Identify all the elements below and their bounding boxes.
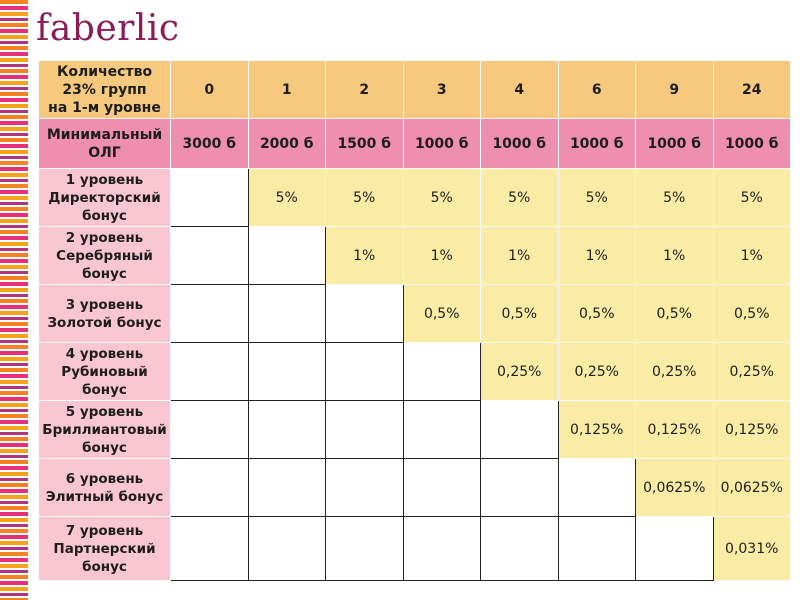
empty-cell	[558, 517, 636, 581]
percent-cell: 5%	[248, 169, 326, 227]
percent-cell: 1%	[481, 227, 559, 285]
percent-cell: 0,125%	[636, 401, 714, 459]
label-line: бонус	[82, 381, 127, 398]
level-label	[39, 401, 171, 459]
empty-cell	[403, 517, 481, 581]
level-label	[39, 343, 171, 401]
label-line: ОЛГ	[88, 144, 121, 161]
bonus-level-row	[39, 459, 791, 517]
percent-cell: 0,031%	[713, 517, 791, 581]
count-cell: 3	[403, 61, 481, 119]
bonus-level-row	[39, 517, 791, 581]
label-line: бонус	[82, 207, 127, 224]
percent-cell: 0,25%	[558, 343, 636, 401]
empty-cell	[403, 343, 481, 401]
percent-cell: 0,0625%	[713, 459, 791, 517]
label-line: 7 уровень	[65, 522, 144, 539]
empty-cell	[171, 401, 249, 459]
label-line: Директорский	[48, 189, 161, 206]
empty-cell	[558, 459, 636, 517]
level-label	[39, 517, 171, 581]
label-line: 5 уровень	[65, 403, 144, 420]
percent-cell: 1%	[558, 227, 636, 285]
empty-cell	[481, 459, 559, 517]
count-cell: 1	[248, 61, 326, 119]
header-label	[39, 61, 171, 119]
level-label	[39, 285, 171, 343]
decorative-stripe	[0, 0, 28, 600]
empty-cell	[326, 285, 404, 343]
label-line: 4 уровень	[65, 345, 144, 362]
percent-cell: 5%	[403, 169, 481, 227]
percent-cell: 0,0625%	[636, 459, 714, 517]
label-line: бонус	[82, 439, 127, 456]
empty-cell	[326, 343, 404, 401]
olg-cell: 2000 б	[248, 119, 326, 169]
percent-cell: 5%	[326, 169, 404, 227]
label-line: Элитный бонус	[45, 488, 164, 505]
empty-cell	[171, 169, 249, 227]
label-line: бонус	[82, 558, 127, 575]
count-cell: 24	[713, 61, 791, 119]
percent-cell: 1%	[403, 227, 481, 285]
label-line: бонус	[82, 265, 127, 282]
percent-cell: 1%	[636, 227, 714, 285]
bonus-level-row	[39, 401, 791, 459]
level-label	[39, 459, 171, 517]
label-line: Золотой бонус	[47, 314, 162, 331]
percent-cell: 5%	[481, 169, 559, 227]
count-cell: 9	[636, 61, 714, 119]
empty-cell	[171, 343, 249, 401]
empty-cell	[481, 401, 559, 459]
olg-cell: 1000 б	[713, 119, 791, 169]
olg-label	[39, 119, 171, 169]
empty-cell	[403, 401, 481, 459]
olg-cell: 1000 б	[481, 119, 559, 169]
olg-cell: 1000 б	[403, 119, 481, 169]
empty-cell	[171, 517, 249, 581]
empty-cell	[248, 517, 326, 581]
empty-cell	[171, 459, 249, 517]
label-line: Количество	[56, 63, 153, 80]
level-rows	[39, 169, 791, 581]
level-label	[39, 169, 171, 227]
label-line: Бриллиантовый	[42, 421, 167, 438]
count-cell: 2	[326, 61, 404, 119]
bonus-level-row	[39, 285, 791, 343]
faberlic-logo: faberlic	[36, 8, 180, 49]
empty-cell	[636, 517, 714, 581]
level-label	[39, 227, 171, 285]
percent-cell: 0,25%	[713, 343, 791, 401]
bonus-level-row	[39, 169, 791, 227]
label-line: 2 уровень	[65, 229, 144, 246]
percent-cell: 0,5%	[713, 285, 791, 343]
label-line: 3 уровень	[65, 296, 144, 313]
empty-cell	[326, 401, 404, 459]
empty-cell	[403, 459, 481, 517]
empty-cell	[248, 343, 326, 401]
empty-cell	[248, 285, 326, 343]
percent-cell: 0,125%	[713, 401, 791, 459]
header-row	[39, 61, 791, 119]
label-line: на 1-м уровне	[48, 99, 161, 116]
empty-cell	[171, 285, 249, 343]
percent-cell: 1%	[326, 227, 404, 285]
empty-cell	[248, 401, 326, 459]
olg-cell: 1000 б	[558, 119, 636, 169]
bonus-level-row	[39, 343, 791, 401]
label-line: Серебряный	[56, 247, 153, 264]
count-cell: 6	[558, 61, 636, 119]
empty-cell	[326, 459, 404, 517]
empty-cell	[326, 517, 404, 581]
olg-cell: 1000 б	[636, 119, 714, 169]
empty-cell	[171, 227, 249, 285]
percent-cell: 1%	[713, 227, 791, 285]
label-line: Рубиновый	[61, 363, 148, 380]
bonus-table	[38, 60, 791, 581]
olg-cell: 3000 б	[171, 119, 249, 169]
olg-row	[39, 119, 791, 169]
olg-cell: 1500 б	[326, 119, 404, 169]
bonus-level-row	[39, 227, 791, 285]
count-cell: 4	[481, 61, 559, 119]
count-cell: 0	[171, 61, 249, 119]
empty-cell	[481, 517, 559, 581]
percent-cell: 0,125%	[558, 401, 636, 459]
label-line: Минимальный	[46, 126, 163, 143]
percent-cell: 0,5%	[403, 285, 481, 343]
label-line: Партнерский	[53, 540, 156, 557]
percent-cell: 5%	[636, 169, 714, 227]
empty-cell	[248, 227, 326, 285]
label-line: 1 уровень	[65, 171, 144, 188]
label-line: 6 уровень	[65, 470, 144, 487]
percent-cell: 5%	[558, 169, 636, 227]
percent-cell: 5%	[713, 169, 791, 227]
percent-cell: 0,25%	[481, 343, 559, 401]
percent-cell: 0,25%	[636, 343, 714, 401]
percent-cell: 0,5%	[481, 285, 559, 343]
percent-cell: 0,5%	[636, 285, 714, 343]
percent-cell: 0,5%	[558, 285, 636, 343]
label-line: 23% групп	[62, 81, 147, 98]
empty-cell	[248, 459, 326, 517]
